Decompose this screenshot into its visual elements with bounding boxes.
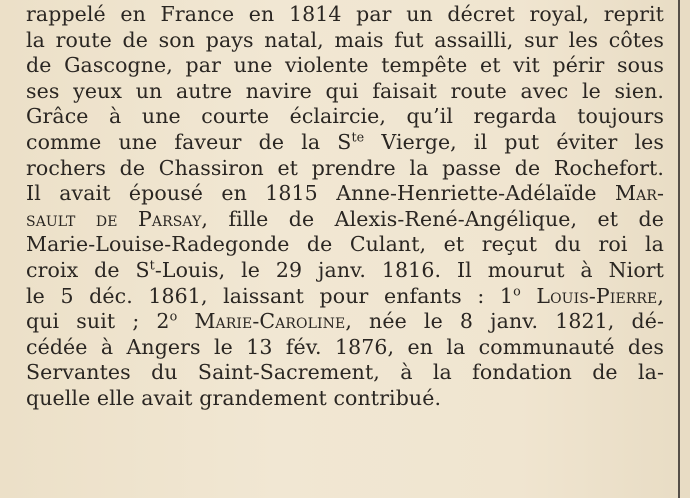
text-run: quelle elle avait grandement contribué. [26,385,442,410]
text-run: Grâce à une courte éclaircie, qu’il regarda toujours [26,104,664,129]
superscript: te [351,129,365,145]
text-run: le 5 déc. 1861, laissant pour enfants : 1 [26,283,514,308]
superscript: o [513,282,521,298]
text-run: , fille de Alexis-René-Angélique, et de [201,206,664,231]
text-line [26,232,664,258]
text-run: rappelé en France en 1814 par un décret royal, reprit [26,2,664,26]
small-caps-name: Mar- [615,181,664,206]
small-caps-name: Louis-Pierre [536,283,658,308]
text-line [26,258,664,284]
text-line [26,156,664,182]
text-line [26,53,664,79]
text-run: Il avait épousé en 1815 Anne-Henriette-Adélaïde [26,181,616,206]
text-line [26,104,664,130]
text-line [26,386,664,412]
text-run: Marie-Louise-Radegonde de Culant, et reçut du roi la [26,232,664,257]
text-run: cédée à Angers le 13 fév. 1876, en la communauté des [26,334,664,359]
text-line [26,335,664,361]
text-line [26,79,664,105]
text-run [177,309,194,333]
text-run: , née le 8 janv. 1821, dé- [345,309,665,334]
text-line [26,360,664,386]
text-run: Servantes du Saint-Sacrement, à la fondation de la- [26,360,664,385]
small-caps-name: sault de Parsay [26,206,202,231]
body-text [26,2,664,412]
text-run: qui suit ; 2 [26,309,170,334]
text-line [26,130,664,156]
text-run: de Gascogne, par une violente tempête et vit périr sous [26,53,664,78]
text-line [26,28,664,54]
text-run: la route de son pays natal, mais fut assailli, sur les côtes [26,27,664,52]
superscript: t [149,257,155,273]
small-caps-name: Marie-Caroline [194,309,346,334]
text-line [26,309,664,335]
text-run: rochers de Chassiron et prendre la passe de Rochefort. [26,155,664,180]
text-run: croix de S [26,257,150,282]
text-run: , [657,283,664,308]
text-run [521,284,537,308]
superscript: o [169,308,178,324]
text-run: ses yeux un autre navire qui faisait route avec le sien. [26,78,664,103]
text-run: -Louis, le 29 janv. 1816. Il mourut à Niort [154,257,664,282]
text-run: comme une faveur de la S [26,129,352,154]
text-line [26,207,664,233]
text-line [26,181,664,207]
text-line [26,2,664,28]
text-line [26,284,664,310]
page-edge-rule [678,0,680,498]
text-run: Vierge, il put éviter les [364,129,664,154]
